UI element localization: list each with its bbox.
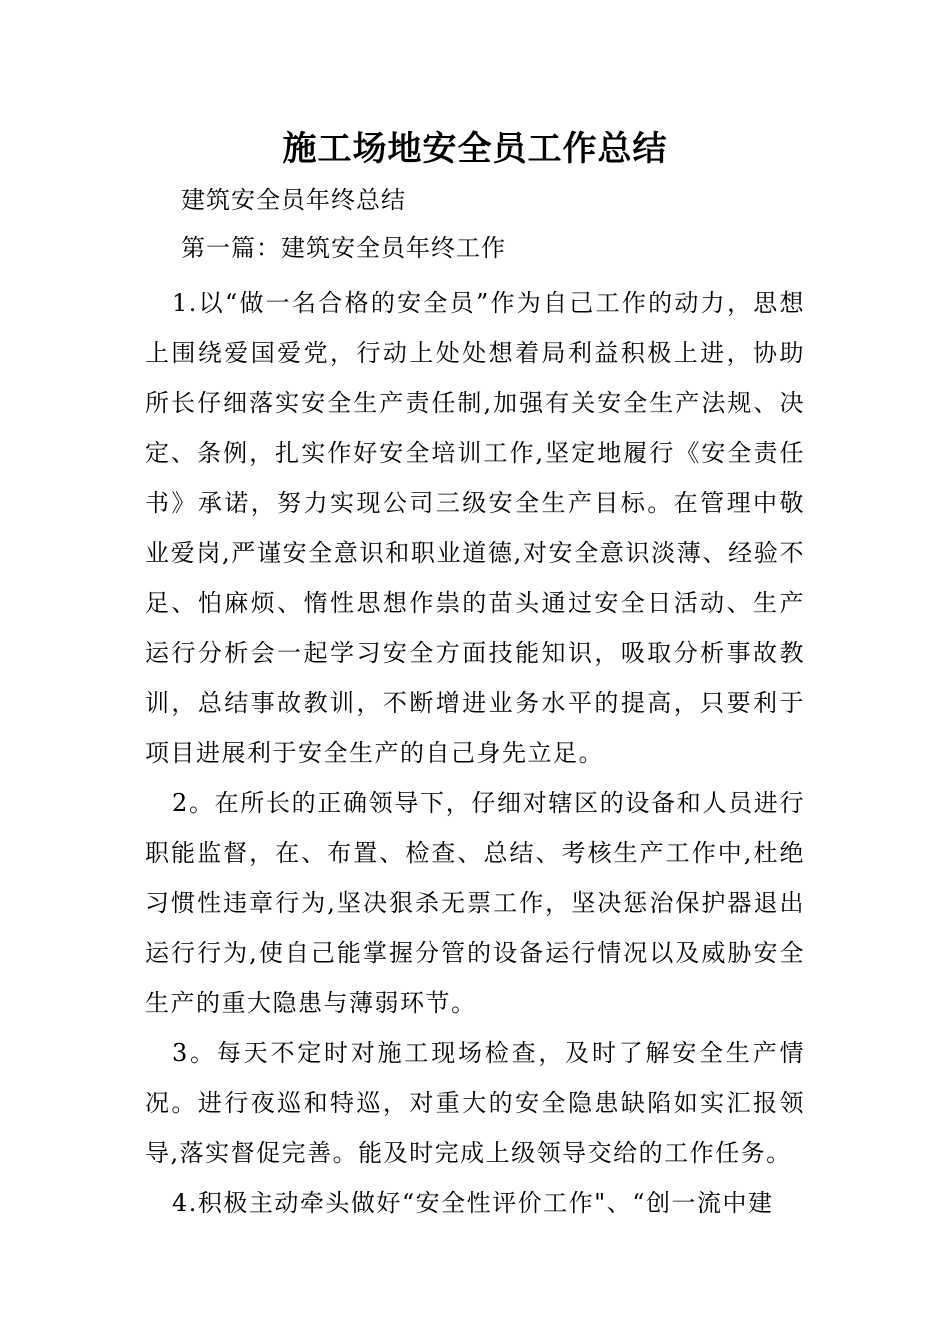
paragraph-2: 2。在所长的正确领导下，仔细对辖区的设备和人员进行职能监督，在、布置、检查、总结、考核生产工作中,杜绝习惯性违章行为,坚决狠杀无票工作，坚决惩治保护器退出运行行为,使自己能掌握分管的设备运行情况以及威胁安全生产的重大隐患与薄弱环节。 [145,789,805,1017]
paragraph-3: 3。每天不定时对施工现场检查，及时了解安全生产情况。进行夜巡和特巡，对重大的安全隐患缺陷如实汇报领导,落实督促完善。能及时完成上级领导交给的工作任务。 [145,1039,805,1167]
paragraph-4: 4.积极主动牵头做好“安全性评价工作"、“创一流中建 [172,1189,774,1217]
document-body [145,278,805,1228]
section-heading: 第一篇：建筑安全员年终工作 [181,234,506,262]
paragraph-1: 1.以“做一名合格的安全员”作为自己工作的动力，思想上围绕爱国爱党，行动上处处想着局利益积极上进，协助所长仔细落实安全生产责任制,加强有关安全生产法规、决定、条例，扎实作好安全培训工作,坚定地履行《安全责任书》承诺，努力实现公司三级安全生产目标。在管理中敬业爱岗,严谨安全意识和职业道德,对安全意识淡薄、经验不足、怕麻烦、惰性思想作祟的苗头通过安全日活动、生产运行分析会一起学习安全方面技能知识，吸取分析事故教训，总结事故教训，不断增进业务水平的提高，只要利于项目进展利于安全生产的自己身先立足。 [145,289,805,767]
document-title: 施工场地安全员工作总结 [282,129,668,169]
document-subtitle: 建筑安全员年终总结 [181,186,406,214]
